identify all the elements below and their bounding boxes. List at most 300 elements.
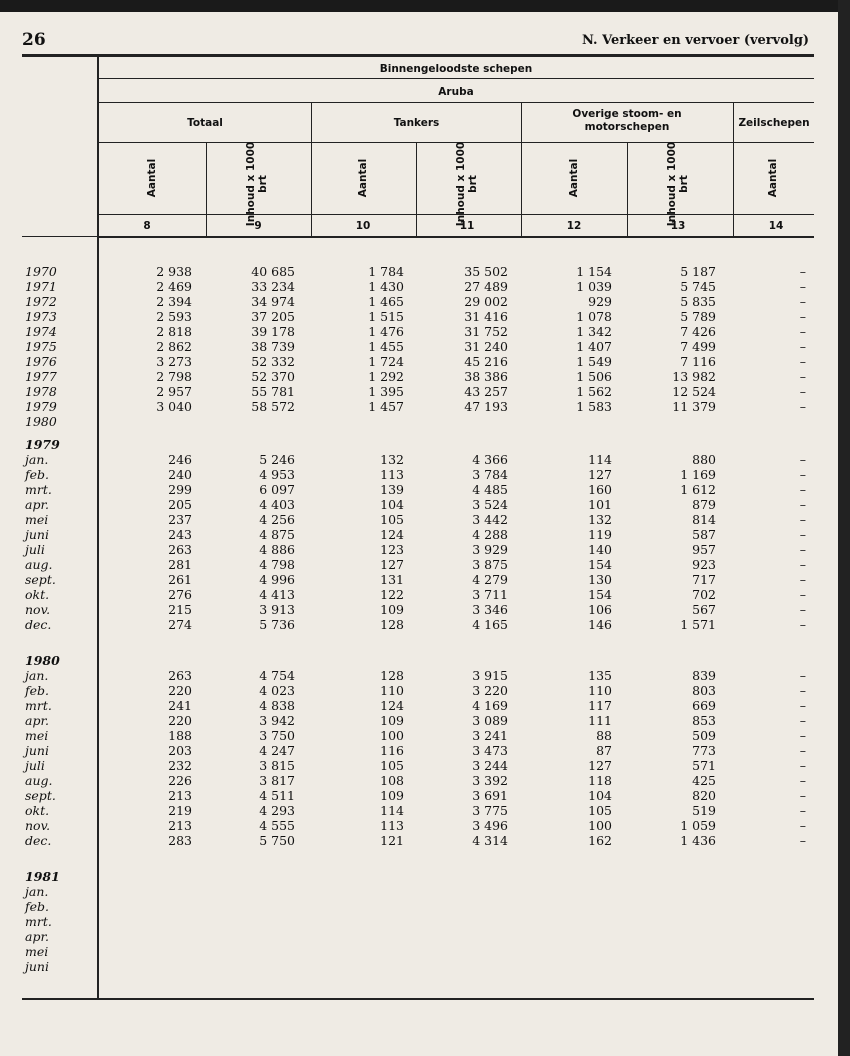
table-cell: – bbox=[799, 384, 806, 399]
row-label: 1979 bbox=[25, 399, 57, 414]
table-cell: 104 bbox=[588, 788, 612, 803]
table-cell: 1 039 bbox=[576, 279, 612, 294]
table-cell: 3 929 bbox=[472, 542, 508, 557]
header-overige: Overige stoom- en motorschepen bbox=[572, 108, 682, 133]
header-totaal: Totaal bbox=[187, 117, 223, 129]
table-cell: 128 bbox=[380, 617, 404, 632]
table-cell: 1 476 bbox=[368, 324, 404, 339]
table-cell: 154 bbox=[588, 587, 612, 602]
table-cell: 1 571 bbox=[680, 617, 716, 632]
table-cell: 105 bbox=[380, 512, 404, 527]
table-cell: 203 bbox=[168, 743, 192, 758]
table-cell: 121 bbox=[380, 833, 404, 848]
table-cell: 880 bbox=[692, 452, 716, 467]
table-cell: 33 234 bbox=[251, 279, 295, 294]
row-label: jan. bbox=[25, 668, 49, 683]
row-label: nov. bbox=[25, 602, 51, 617]
row-label: nov. bbox=[25, 818, 51, 833]
table-cell: 567 bbox=[692, 602, 716, 617]
table-cell: 814 bbox=[692, 512, 716, 527]
table-cell: 717 bbox=[692, 572, 716, 587]
row-label: 1973 bbox=[25, 309, 57, 324]
col-number: 9 bbox=[254, 220, 262, 232]
table-cell: 839 bbox=[692, 668, 716, 683]
table-cell: 4 875 bbox=[259, 527, 295, 542]
table-cell: 237 bbox=[168, 512, 192, 527]
table-cell: 31 752 bbox=[464, 324, 508, 339]
table-cell: 7 426 bbox=[680, 324, 716, 339]
table-cell: 669 bbox=[692, 698, 716, 713]
row-label: apr. bbox=[25, 929, 50, 944]
row-label: mrt. bbox=[25, 698, 52, 713]
row-label: mei bbox=[25, 728, 49, 743]
table-cell: 4 293 bbox=[259, 803, 295, 818]
row-label: 1974 bbox=[25, 324, 57, 339]
table-cell: 119 bbox=[588, 527, 612, 542]
row-label: 1978 bbox=[25, 384, 57, 399]
col-number: 12 bbox=[566, 220, 582, 232]
row-label: 1972 bbox=[25, 294, 57, 309]
table-cell: 4 279 bbox=[472, 572, 508, 587]
table-cell: 108 bbox=[380, 773, 404, 788]
table-cell: 45 216 bbox=[464, 354, 508, 369]
table-cell: 3 273 bbox=[156, 354, 192, 369]
table-cell: 263 bbox=[168, 668, 192, 683]
table-cell: 1 549 bbox=[576, 354, 612, 369]
row-label: apr. bbox=[25, 713, 50, 728]
row-label: 1975 bbox=[25, 339, 57, 354]
table-cell: 31 240 bbox=[464, 339, 508, 354]
table-cell: – bbox=[799, 803, 806, 818]
table-cell: 1 078 bbox=[576, 309, 612, 324]
row-label: jan. bbox=[25, 884, 49, 899]
table-cell: 3 241 bbox=[472, 728, 508, 743]
table-cell: 104 bbox=[380, 497, 404, 512]
table-cell: 123 bbox=[380, 542, 404, 557]
table-cell: 7 116 bbox=[680, 354, 716, 369]
table-cell: 274 bbox=[168, 617, 192, 632]
table-cell: 509 bbox=[692, 728, 716, 743]
table-cell: 131 bbox=[380, 572, 404, 587]
table-cell: – bbox=[799, 324, 806, 339]
table-cell: – bbox=[799, 557, 806, 572]
table-cell: 110 bbox=[588, 683, 612, 698]
table-cell: 1 583 bbox=[576, 399, 612, 414]
row-label: okt. bbox=[25, 587, 50, 602]
table-cell: 3 775 bbox=[472, 803, 508, 818]
table-cell: 1 506 bbox=[576, 369, 612, 384]
table-cell: 40 685 bbox=[251, 264, 295, 279]
table-cell: 52 370 bbox=[251, 369, 295, 384]
table-cell: 220 bbox=[168, 713, 192, 728]
col-label-inhoud-tankers: Inhoud x 1000 brt bbox=[455, 141, 479, 227]
row-label: dec. bbox=[25, 617, 52, 632]
table-cell: 1 154 bbox=[576, 264, 612, 279]
table-cell: 111 bbox=[588, 713, 612, 728]
table-cell: – bbox=[799, 758, 806, 773]
table-cell: – bbox=[799, 279, 806, 294]
table-cell: 4 314 bbox=[472, 833, 508, 848]
row-label: 1970 bbox=[25, 264, 57, 279]
table-cell: 2 938 bbox=[156, 264, 192, 279]
table-cell: 3 244 bbox=[472, 758, 508, 773]
table-cell: 3 220 bbox=[472, 683, 508, 698]
table-cell: – bbox=[799, 512, 806, 527]
table-cell: 130 bbox=[588, 572, 612, 587]
table-cell: 3 496 bbox=[472, 818, 508, 833]
table-cell: 5 736 bbox=[259, 617, 295, 632]
col-number: 8 bbox=[143, 220, 151, 232]
table-cell: 3 942 bbox=[259, 713, 295, 728]
table-cell: – bbox=[799, 542, 806, 557]
table-cell: 87 bbox=[596, 743, 612, 758]
table-cell: 135 bbox=[588, 668, 612, 683]
table-cell: 4 838 bbox=[259, 698, 295, 713]
table-cell: 1 465 bbox=[368, 294, 404, 309]
table-cell: 132 bbox=[588, 512, 612, 527]
table-cell: 128 bbox=[380, 668, 404, 683]
table-cell: 1 436 bbox=[680, 833, 716, 848]
table-cell: – bbox=[799, 264, 806, 279]
table-cell: 52 332 bbox=[251, 354, 295, 369]
table-cell: 154 bbox=[588, 557, 612, 572]
table-cell: 101 bbox=[588, 497, 612, 512]
table-cell: 3 040 bbox=[156, 399, 192, 414]
table-cell: 117 bbox=[588, 698, 612, 713]
table-cell: 4 511 bbox=[259, 788, 295, 803]
table-cell: 820 bbox=[692, 788, 716, 803]
table-cell: 261 bbox=[168, 572, 192, 587]
col-label-aantal-tankers: Aantal bbox=[357, 158, 369, 198]
table-cell: 7 499 bbox=[680, 339, 716, 354]
row-label: juni bbox=[25, 959, 49, 974]
group-divider-2 bbox=[521, 102, 522, 236]
table-cell: 4 366 bbox=[472, 452, 508, 467]
table-cell: 38 386 bbox=[464, 369, 508, 384]
table-cell: 205 bbox=[168, 497, 192, 512]
row-label: juli bbox=[25, 542, 45, 557]
row-label: juni bbox=[25, 527, 49, 542]
table-cell: 38 739 bbox=[251, 339, 295, 354]
table-cell: – bbox=[799, 497, 806, 512]
table-cell: 1 430 bbox=[368, 279, 404, 294]
table-cell: 1 457 bbox=[368, 399, 404, 414]
header-rule-1 bbox=[98, 78, 814, 79]
table-cell: 124 bbox=[380, 527, 404, 542]
table-cell: 213 bbox=[168, 788, 192, 803]
table-cell: 4 798 bbox=[259, 557, 295, 572]
table-cell: 127 bbox=[380, 557, 404, 572]
row-label: feb. bbox=[25, 899, 49, 914]
table-cell: 281 bbox=[168, 557, 192, 572]
row-label: apr. bbox=[25, 497, 50, 512]
table-cell: 4 886 bbox=[259, 542, 295, 557]
table-cell: 160 bbox=[588, 482, 612, 497]
col-label-aantal-overige: Aantal bbox=[568, 158, 580, 198]
row-label: mrt. bbox=[25, 914, 52, 929]
header-zeilschepen: Zeilschepen bbox=[738, 117, 810, 129]
table-cell: 1 562 bbox=[576, 384, 612, 399]
table-cell: 879 bbox=[692, 497, 716, 512]
table-cell: 3 750 bbox=[259, 728, 295, 743]
table-cell: 3 915 bbox=[472, 668, 508, 683]
table-cell: 109 bbox=[380, 713, 404, 728]
table-cell: 2 798 bbox=[156, 369, 192, 384]
table-cell: – bbox=[799, 354, 806, 369]
header-rule-2 bbox=[98, 102, 814, 103]
table-cell: 1 455 bbox=[368, 339, 404, 354]
table-cell: – bbox=[799, 587, 806, 602]
row-label: sept. bbox=[25, 788, 56, 803]
page-title: N. Verkeer en vervoer (vervolg) bbox=[582, 33, 810, 48]
page-edge bbox=[838, 0, 850, 1056]
header-aruba: Aruba bbox=[438, 86, 474, 98]
table-cell: – bbox=[799, 467, 806, 482]
row-label: dec. bbox=[25, 833, 52, 848]
row-label: mei bbox=[25, 944, 49, 959]
table-cell: 3 913 bbox=[259, 602, 295, 617]
table-cell: 246 bbox=[168, 452, 192, 467]
table-cell: 113 bbox=[380, 818, 404, 833]
table-cell: 299 bbox=[168, 482, 192, 497]
col-number: 10 bbox=[355, 220, 371, 232]
table-cell: 4 288 bbox=[472, 527, 508, 542]
table-cell: 219 bbox=[168, 803, 192, 818]
table-cell: 241 bbox=[168, 698, 192, 713]
table-cell: 1 515 bbox=[368, 309, 404, 324]
table-cell: 4 165 bbox=[472, 617, 508, 632]
table-cell: – bbox=[799, 452, 806, 467]
table-cell: – bbox=[799, 527, 806, 542]
table-cell: 232 bbox=[168, 758, 192, 773]
table-cell: 37 205 bbox=[251, 309, 295, 324]
table-cell: 43 257 bbox=[464, 384, 508, 399]
table-cell: 4 996 bbox=[259, 572, 295, 587]
table-cell: 240 bbox=[168, 467, 192, 482]
table-cell: 213 bbox=[168, 818, 192, 833]
header-binnengeloodste: Binnengeloodste schepen bbox=[379, 63, 533, 75]
row-label: 1980 bbox=[25, 414, 57, 429]
table-cell: – bbox=[799, 309, 806, 324]
table-cell: 4 555 bbox=[259, 818, 295, 833]
table-cell: 6 097 bbox=[259, 482, 295, 497]
table-cell: 587 bbox=[692, 527, 716, 542]
table-cell: 27 489 bbox=[464, 279, 508, 294]
table-cell: 100 bbox=[588, 818, 612, 833]
row-label: aug. bbox=[25, 557, 53, 572]
table-cell: 3 473 bbox=[472, 743, 508, 758]
table-cell: – bbox=[799, 788, 806, 803]
table-cell: – bbox=[799, 743, 806, 758]
table-cell: 29 002 bbox=[464, 294, 508, 309]
table-cell: 3 817 bbox=[259, 773, 295, 788]
row-label: juli bbox=[25, 758, 45, 773]
table-cell: 773 bbox=[692, 743, 716, 758]
table-cell: 105 bbox=[588, 803, 612, 818]
table-cell: – bbox=[799, 728, 806, 743]
page-number: 26 bbox=[22, 30, 46, 50]
table-cell: 1 342 bbox=[576, 324, 612, 339]
table-cell: 106 bbox=[588, 602, 612, 617]
table-cell: 124 bbox=[380, 698, 404, 713]
table-cell: 55 781 bbox=[251, 384, 295, 399]
table-cell: 35 502 bbox=[464, 264, 508, 279]
table-cell: 5 187 bbox=[680, 264, 716, 279]
table-cell: 3 392 bbox=[472, 773, 508, 788]
col-label-aantal-zeil: Aantal bbox=[767, 158, 779, 198]
table-cell: 4 953 bbox=[259, 467, 295, 482]
table-cell: 47 193 bbox=[464, 399, 508, 414]
table-cell: 188 bbox=[168, 728, 192, 743]
table-cell: 127 bbox=[588, 758, 612, 773]
table-cell: – bbox=[799, 399, 806, 414]
col-number: 11 bbox=[459, 220, 475, 232]
table-cell: 1 784 bbox=[368, 264, 404, 279]
table-cell: 4 023 bbox=[259, 683, 295, 698]
table-cell: 263 bbox=[168, 542, 192, 557]
header-tankers: Tankers bbox=[393, 117, 440, 129]
table-cell: – bbox=[799, 773, 806, 788]
table-cell: 5 246 bbox=[259, 452, 295, 467]
table-cell: – bbox=[799, 602, 806, 617]
table-cell: – bbox=[799, 683, 806, 698]
row-label: mei bbox=[25, 512, 49, 527]
table-cell: 957 bbox=[692, 542, 716, 557]
table-cell: – bbox=[799, 369, 806, 384]
table-cell: 2 957 bbox=[156, 384, 192, 399]
header-bottom-rule bbox=[98, 236, 814, 238]
table-cell: 853 bbox=[692, 713, 716, 728]
col-label-inhoud-totaal: Inhoud x 1000 brt bbox=[245, 141, 269, 227]
table-cell: 2 469 bbox=[156, 279, 192, 294]
table-cell: 122 bbox=[380, 587, 404, 602]
table-cell: 31 416 bbox=[464, 309, 508, 324]
table-cell: 4 247 bbox=[259, 743, 295, 758]
table-cell: – bbox=[799, 713, 806, 728]
year-group-heading: 1980 bbox=[25, 653, 60, 668]
table-cell: 139 bbox=[380, 482, 404, 497]
table-cell: 105 bbox=[380, 758, 404, 773]
table-cell: 220 bbox=[168, 683, 192, 698]
table-cell: 3 875 bbox=[472, 557, 508, 572]
table-cell: 2 394 bbox=[156, 294, 192, 309]
table-cell: 3 089 bbox=[472, 713, 508, 728]
col-divider-2 bbox=[416, 142, 417, 236]
table-cell: 110 bbox=[380, 683, 404, 698]
table-cell: – bbox=[799, 668, 806, 683]
year-group-heading: 1981 bbox=[25, 869, 60, 884]
table-cell: 4 256 bbox=[259, 512, 295, 527]
table-cell: 3 524 bbox=[472, 497, 508, 512]
col-label-aantal-totaal: Aantal bbox=[146, 158, 158, 198]
table-cell: 2 862 bbox=[156, 339, 192, 354]
left-stub-rule bbox=[22, 236, 98, 237]
table-cell: – bbox=[799, 482, 806, 497]
top-rule bbox=[22, 54, 814, 57]
row-label: mrt. bbox=[25, 482, 52, 497]
table-cell: 5 750 bbox=[259, 833, 295, 848]
table-cell: 5 789 bbox=[680, 309, 716, 324]
table-cell: – bbox=[799, 572, 806, 587]
table-cell: – bbox=[799, 818, 806, 833]
row-label: okt. bbox=[25, 803, 50, 818]
year-group-heading: 1979 bbox=[25, 437, 60, 452]
table-cell: – bbox=[799, 294, 806, 309]
table-cell: 4 413 bbox=[259, 587, 295, 602]
table-cell: 1 169 bbox=[680, 467, 716, 482]
table-cell: 215 bbox=[168, 602, 192, 617]
table-cell: 118 bbox=[588, 773, 612, 788]
table-cell: 3 691 bbox=[472, 788, 508, 803]
table-cell: 2 818 bbox=[156, 324, 192, 339]
table-cell: 702 bbox=[692, 587, 716, 602]
row-label: 1976 bbox=[25, 354, 57, 369]
table-cell: 1 612 bbox=[680, 482, 716, 497]
table-cell: 109 bbox=[380, 602, 404, 617]
table-cell: 425 bbox=[692, 773, 716, 788]
table-cell: 923 bbox=[692, 557, 716, 572]
table-cell: 132 bbox=[380, 452, 404, 467]
col-divider-1 bbox=[206, 142, 207, 236]
table-cell: 11 379 bbox=[672, 399, 716, 414]
row-label: feb. bbox=[25, 683, 49, 698]
table-cell: 929 bbox=[588, 294, 612, 309]
bottom-rule bbox=[22, 998, 814, 1000]
col-label-inhoud-overige: Inhoud x 1000 brt bbox=[666, 141, 690, 227]
stub-divider bbox=[97, 56, 99, 999]
row-label: 1977 bbox=[25, 369, 57, 384]
table-cell: 34 974 bbox=[251, 294, 295, 309]
table-cell: 1 292 bbox=[368, 369, 404, 384]
table-cell: – bbox=[799, 617, 806, 632]
document-page bbox=[0, 12, 838, 1056]
col-number: 14 bbox=[768, 220, 784, 232]
table-cell: 116 bbox=[380, 743, 404, 758]
table-cell: 3 815 bbox=[259, 758, 295, 773]
table-cell: 5 835 bbox=[680, 294, 716, 309]
col-divider-3 bbox=[627, 142, 628, 236]
table-cell: 114 bbox=[380, 803, 404, 818]
table-cell: 3 711 bbox=[472, 587, 508, 602]
table-cell: 162 bbox=[588, 833, 612, 848]
table-cell: 2 593 bbox=[156, 309, 192, 324]
table-cell: 4 403 bbox=[259, 497, 295, 512]
table-cell: – bbox=[799, 698, 806, 713]
table-cell: 4 754 bbox=[259, 668, 295, 683]
table-cell: 88 bbox=[596, 728, 612, 743]
table-cell: 3 346 bbox=[472, 602, 508, 617]
table-cell: 146 bbox=[588, 617, 612, 632]
table-cell: 1 059 bbox=[680, 818, 716, 833]
table-cell: 226 bbox=[168, 773, 192, 788]
table-cell: 4 485 bbox=[472, 482, 508, 497]
table-cell: 113 bbox=[380, 467, 404, 482]
table-cell: 283 bbox=[168, 833, 192, 848]
table-cell: 519 bbox=[692, 803, 716, 818]
table-cell: 13 982 bbox=[672, 369, 716, 384]
table-cell: 140 bbox=[588, 542, 612, 557]
table-cell: 114 bbox=[588, 452, 612, 467]
table-cell: 12 524 bbox=[672, 384, 716, 399]
table-cell: 5 745 bbox=[680, 279, 716, 294]
table-cell: 276 bbox=[168, 587, 192, 602]
table-cell: 58 572 bbox=[251, 399, 295, 414]
row-label: 1971 bbox=[25, 279, 57, 294]
row-label: juni bbox=[25, 743, 49, 758]
table-cell: – bbox=[799, 833, 806, 848]
table-cell: 571 bbox=[692, 758, 716, 773]
table-cell: 3 442 bbox=[472, 512, 508, 527]
